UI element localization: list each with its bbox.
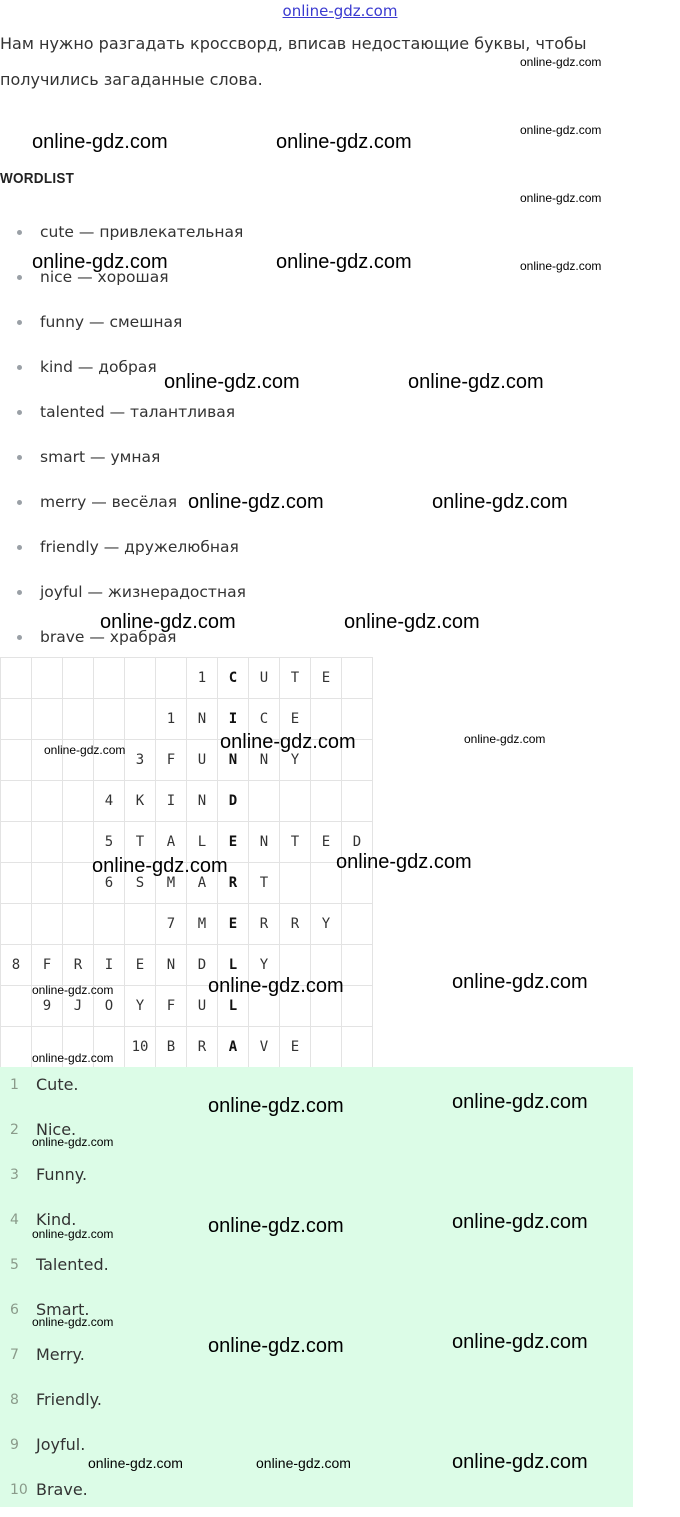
crossword-cell (342, 863, 373, 904)
crossword-cell: 3 (125, 740, 156, 781)
crossword-cell: 8 (1, 945, 32, 986)
crossword-cell (63, 863, 94, 904)
crossword-cell (63, 658, 94, 699)
wordlist-item (0, 438, 400, 483)
crossword-cell: 4 (94, 781, 125, 822)
crossword-cell: Y (249, 945, 280, 986)
crossword-cell (1, 781, 32, 822)
crossword-cell: E (311, 822, 342, 863)
crossword-cell (342, 1027, 373, 1068)
crossword-cell (125, 658, 156, 699)
watermark: online-gdz.com (208, 1215, 344, 1237)
bullet-icon (17, 365, 22, 370)
crossword-cell (32, 1027, 63, 1068)
crossword-cell: L (218, 986, 249, 1027)
crossword-cell: O (94, 986, 125, 1027)
answer-number: 7 (10, 1347, 19, 1363)
watermark: online-gdz.com (32, 1135, 114, 1149)
wordlist-item-text: funny — смешная (40, 313, 183, 331)
crossword-cell: 5 (94, 822, 125, 863)
wordlist-item (0, 348, 400, 393)
crossword-cell: U (187, 740, 218, 781)
crossword-cell: L (187, 822, 218, 863)
answer-text: Joyful. (36, 1435, 86, 1454)
watermark: online-gdz.com (32, 1315, 114, 1329)
watermark: online-gdz.com (452, 1331, 588, 1353)
answer-text: Nice. (36, 1120, 77, 1139)
bullet-icon (17, 545, 22, 550)
crossword-row (1, 863, 373, 904)
crossword-cell (280, 781, 311, 822)
watermark: online-gdz.com (100, 611, 236, 633)
watermark: online-gdz.com (520, 191, 602, 205)
crossword-cell: U (187, 986, 218, 1027)
wordlist-heading: WORDLIST (0, 170, 75, 187)
watermark: online-gdz.com (520, 259, 602, 273)
crossword-cell (125, 699, 156, 740)
answer-text: Smart. (36, 1300, 90, 1319)
answer-row (0, 1292, 633, 1337)
answer-number: 4 (10, 1212, 19, 1228)
wordlist-item (0, 393, 400, 438)
watermark: online-gdz.com (92, 855, 228, 877)
answer-row (0, 1382, 633, 1427)
crossword-cell (311, 863, 342, 904)
crossword-cell: Y (311, 904, 342, 945)
crossword-cell (94, 740, 125, 781)
crossword-cell: N (187, 699, 218, 740)
crossword-cell: M (156, 863, 187, 904)
watermark: online-gdz.com (32, 131, 168, 153)
wordlist-item-text: merry — весёлая (40, 493, 178, 511)
watermark: online-gdz.com (208, 1095, 344, 1117)
crossword-cell (342, 945, 373, 986)
crossword-cell (342, 781, 373, 822)
answer-number: 8 (10, 1392, 19, 1408)
wordlist-item-text: joyful — жизнерадостная (40, 583, 246, 601)
crossword-cell: 10 (125, 1027, 156, 1068)
crossword-cell (1, 699, 32, 740)
wordlist-item-text: smart — умная (40, 448, 161, 466)
crossword-cell (63, 781, 94, 822)
crossword-cell: A (156, 822, 187, 863)
crossword-cell (311, 945, 342, 986)
crossword-cell (94, 699, 125, 740)
watermark: online-gdz.com (164, 371, 300, 393)
answer-number: 9 (10, 1437, 19, 1453)
crossword-cell (1, 904, 32, 945)
watermark: online-gdz.com (32, 983, 114, 997)
crossword-cell: M (187, 904, 218, 945)
watermark: online-gdz.com (188, 491, 324, 513)
crossword-cell (342, 740, 373, 781)
watermark: online-gdz.com (452, 1091, 588, 1113)
watermark: online-gdz.com (276, 251, 412, 273)
crossword-cell (342, 986, 373, 1027)
crossword-cell (32, 658, 63, 699)
crossword-cell (1, 822, 32, 863)
crossword-cell: R (187, 1027, 218, 1068)
answer-text: Kind. (36, 1210, 77, 1229)
answer-text: Brave. (36, 1480, 88, 1499)
wordlist-item (0, 213, 400, 258)
crossword-cell: Y (280, 740, 311, 781)
crossword-cell: B (156, 1027, 187, 1068)
crossword-cell (311, 740, 342, 781)
watermark: online-gdz.com (32, 1051, 114, 1065)
crossword-cell: I (156, 781, 187, 822)
crossword-cell (94, 904, 125, 945)
crossword-cell: Y (125, 986, 156, 1027)
crossword-cell: N (249, 740, 280, 781)
watermark: online-gdz.com (336, 851, 472, 873)
crossword-cell (249, 781, 280, 822)
answers-panel (0, 1067, 633, 1507)
wordlist-item (0, 573, 400, 618)
crossword-cell (342, 699, 373, 740)
crossword-cell: 9 (32, 986, 63, 1027)
wordlist-item-text: friendly — дружелюбная (40, 538, 239, 556)
wordlist-item-text: cute — привлекательная (40, 223, 244, 241)
answer-number: 6 (10, 1302, 19, 1318)
site-link[interactable]: online-gdz.com (282, 2, 398, 20)
crossword-cell: T (280, 822, 311, 863)
crossword-cell: I (94, 945, 125, 986)
wordlist-item (0, 258, 400, 303)
watermark: online-gdz.com (88, 1455, 183, 1471)
watermark: online-gdz.com (432, 491, 568, 513)
crossword-cell: N (156, 945, 187, 986)
crossword-cell (342, 904, 373, 945)
answer-row (0, 1427, 633, 1472)
watermark: online-gdz.com (452, 1451, 588, 1473)
crossword-row (1, 699, 373, 740)
crossword-cell: F (156, 740, 187, 781)
watermark: online-gdz.com (520, 55, 602, 69)
bullet-icon (17, 500, 22, 505)
crossword-cell: E (280, 1027, 311, 1068)
wordlist-item (0, 303, 400, 348)
watermark: online-gdz.com (408, 371, 544, 393)
crossword-cell: N (187, 781, 218, 822)
crossword-cell: E (311, 658, 342, 699)
crossword-cell: J (63, 986, 94, 1027)
crossword-cell (311, 781, 342, 822)
bullet-icon (17, 320, 22, 325)
wordlist-item-text: nice — хорошая (40, 268, 169, 286)
crossword-cell: D (187, 945, 218, 986)
crossword-cell (63, 699, 94, 740)
answer-number: 5 (10, 1257, 19, 1273)
crossword-cell: C (249, 699, 280, 740)
watermark: online-gdz.com (32, 251, 168, 273)
crossword-cell (94, 1027, 125, 1068)
crossword-cell: E (218, 822, 249, 863)
crossword-cell: F (32, 945, 63, 986)
watermark: online-gdz.com (32, 1227, 114, 1241)
crossword-cell (63, 822, 94, 863)
answer-text: Merry. (36, 1345, 85, 1364)
watermark: online-gdz.com (520, 123, 602, 137)
crossword-grid (0, 657, 373, 1068)
crossword-cell: U (249, 658, 280, 699)
intro-text: Нам нужно разгадать кроссворд, вписав недостающие буквы, чтобы получились загаданные слова. (0, 34, 587, 89)
crossword-cell (1, 1027, 32, 1068)
crossword-cell (32, 863, 63, 904)
crossword-cell: R (218, 863, 249, 904)
crossword-cell: K (125, 781, 156, 822)
crossword-cell: T (125, 822, 156, 863)
crossword-cell (63, 740, 94, 781)
crossword-row (1, 904, 373, 945)
crossword-cell: I (218, 699, 249, 740)
crossword-cell: E (280, 699, 311, 740)
crossword-cell: 7 (156, 904, 187, 945)
crossword-cell (156, 658, 187, 699)
crossword-cell: N (249, 822, 280, 863)
crossword-cell (32, 740, 63, 781)
answer-number: 10 (10, 1482, 28, 1498)
crossword-cell: 6 (94, 863, 125, 904)
bullet-icon (17, 635, 22, 640)
bullet-icon (17, 590, 22, 595)
crossword-cell: 1 (187, 658, 218, 699)
answer-number: 3 (10, 1167, 19, 1183)
answer-number: 1 (10, 1077, 19, 1093)
crossword-row (1, 986, 373, 1027)
answer-text: Talented. (36, 1255, 109, 1274)
crossword-cell: D (342, 822, 373, 863)
answer-row (0, 1337, 633, 1382)
answer-row (0, 1157, 633, 1202)
crossword-row (1, 740, 373, 781)
crossword-cell: R (63, 945, 94, 986)
crossword-cell (32, 781, 63, 822)
answer-row (0, 1112, 633, 1157)
crossword-cell: F (156, 986, 187, 1027)
answer-row (0, 1247, 633, 1292)
crossword-cell (280, 945, 311, 986)
crossword-cell (311, 699, 342, 740)
crossword-cell (1, 740, 32, 781)
bullet-icon (17, 455, 22, 460)
crossword-cell (32, 904, 63, 945)
crossword-cell (94, 658, 125, 699)
watermark: online-gdz.com (44, 743, 126, 757)
crossword-cell (32, 699, 63, 740)
wordlist-item-text: brave — храбрая (40, 628, 177, 646)
bullet-icon (17, 230, 22, 235)
crossword-cell (280, 863, 311, 904)
watermark: online-gdz.com (276, 131, 412, 153)
crossword-cell: T (249, 863, 280, 904)
crossword-row (1, 1027, 373, 1068)
watermark: online-gdz.com (344, 611, 480, 633)
crossword-cell: A (187, 863, 218, 904)
wordlist-item (0, 528, 400, 573)
watermark: online-gdz.com (220, 731, 356, 753)
watermark: online-gdz.com (464, 732, 546, 746)
crossword-cell: A (218, 1027, 249, 1068)
crossword-cell (249, 986, 280, 1027)
crossword-row (1, 781, 373, 822)
answer-row (0, 1472, 633, 1517)
answer-row (0, 1202, 633, 1247)
answer-number: 2 (10, 1122, 19, 1138)
crossword-cell: T (280, 658, 311, 699)
answer-text: Friendly. (36, 1390, 102, 1409)
crossword-cell: R (280, 904, 311, 945)
crossword-cell: S (125, 863, 156, 904)
crossword-cell (311, 986, 342, 1027)
crossword-cell: N (218, 740, 249, 781)
watermark: online-gdz.com (452, 1211, 588, 1233)
crossword-cell (32, 822, 63, 863)
crossword-row (1, 658, 373, 699)
crossword-cell (1, 658, 32, 699)
watermark: online-gdz.com (208, 1335, 344, 1357)
crossword-row (1, 945, 373, 986)
answer-text: Cute. (36, 1075, 79, 1094)
crossword-cell (1, 986, 32, 1027)
crossword-cell: D (218, 781, 249, 822)
wordlist-item (0, 483, 400, 528)
watermark: online-gdz.com (208, 975, 344, 997)
crossword-cell: V (249, 1027, 280, 1068)
crossword-cell: E (125, 945, 156, 986)
crossword-cell (280, 986, 311, 1027)
crossword-cell (342, 658, 373, 699)
crossword-cell (1, 863, 32, 904)
crossword-cell (125, 904, 156, 945)
crossword-cell: L (218, 945, 249, 986)
crossword-row (1, 822, 373, 863)
wordlist-item-text: kind — добрая (40, 358, 157, 376)
crossword-cell: E (218, 904, 249, 945)
answer-text: Funny. (36, 1165, 88, 1184)
watermark: online-gdz.com (452, 971, 588, 993)
crossword-cell: R (249, 904, 280, 945)
crossword-cell (63, 1027, 94, 1068)
answer-row (0, 1067, 633, 1112)
crossword-cell: C (218, 658, 249, 699)
wordlist-item-text: talented — талантливая (40, 403, 236, 421)
crossword-cell (63, 904, 94, 945)
crossword-cell: 1 (156, 699, 187, 740)
crossword-cell (311, 1027, 342, 1068)
bullet-icon (17, 275, 22, 280)
bullet-icon (17, 410, 22, 415)
watermark: online-gdz.com (256, 1455, 351, 1471)
